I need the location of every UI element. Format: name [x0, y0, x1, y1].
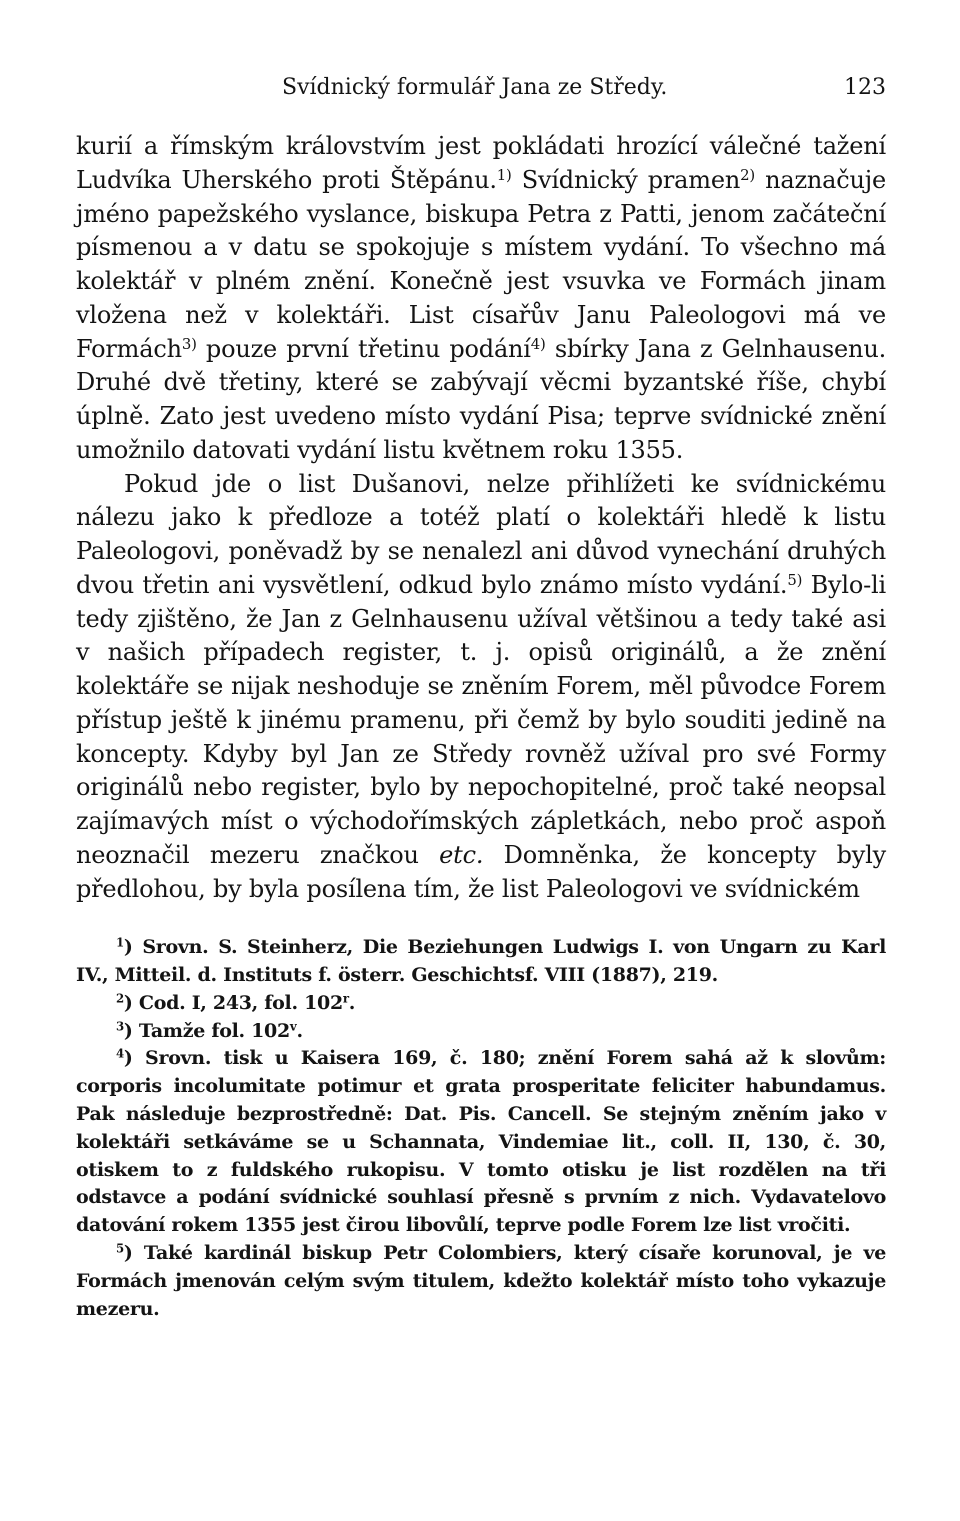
footnote	[76, 1018, 886, 1046]
book-page	[76, 68, 886, 1323]
footnote	[76, 1045, 886, 1240]
footnote	[76, 1240, 886, 1323]
page-number: 123	[844, 75, 886, 100]
paragraph	[76, 468, 886, 907]
footnote-number: 4	[116, 1046, 124, 1061]
text-run: .	[296, 1019, 303, 1042]
text-run: kurií a římským královstvím jest pokládati hrozící válečné tažení Ludvíka Uherského proti Štěpánu.	[76, 132, 886, 194]
text-run: Svídnický pramen	[511, 165, 741, 194]
footnote-number: 5	[116, 1241, 124, 1256]
footnote	[76, 934, 886, 990]
text-run: sbírky Jana z Gelnhausenu. Druhé dvě třetiny, které se zabývají věcmi byzantské říše, chybí úplně. Zato jest uvedeno místo vydání Pisa; teprve svídnické znění umožnilo datovati vydání listu květnem roku 1355.	[76, 334, 886, 464]
footnote-reference: 2)	[740, 165, 755, 184]
text-run: ) Cod. I, 243, fol. 102	[123, 991, 343, 1014]
italic-text: etc.	[439, 840, 484, 869]
running-head	[76, 68, 886, 108]
text-run: ) Tamže fol. 102	[123, 1019, 290, 1042]
footnote-reference: 4)	[530, 334, 546, 353]
text-run: naznačuje jméno papežského vyslance, biskupa Petra z Patti, jenom začáteční písmenou a v datu se spokojuje s místem vydání. To všechno má kolektář v plném znění. Konečně jest vsuvka ve Formách jinam vložena než v kolektáři. List císařův Janu Paleologovi má ve Formách	[76, 165, 886, 363]
paragraph	[76, 130, 886, 468]
footnote-reference: v	[289, 1019, 297, 1034]
text-run: ) Také kardinál biskup Petr Colombiers, který císaře korunoval, je ve Formách jmenován celým svým titulem, kdežto kolektář místo toho vykazuje mezeru.	[76, 1242, 886, 1320]
text-run: Pokud jde o list Dušanovi, nelze přihlížeti ke svídnickému nálezu jako k předloze a totéž platí o kolektáři hledě k listu Paleologovi, poněvadž by se nenalezl ani důvod vynechání druhých dvou třetin ani vysvětlení, odkud bylo známo místo vydání.	[76, 469, 886, 599]
footnote-reference: r	[342, 991, 349, 1006]
footnote-number: 1	[116, 935, 124, 950]
text-run: ) Srovn. S. Steinherz, Die Beziehungen Ludwigs I. von Ungarn zu Karl IV., Mitteil. d. Instituts f. österr. Geschichtsf. VIII (1887), 219.	[76, 936, 886, 987]
footnote-reference: 5)	[787, 570, 803, 589]
main-text	[76, 130, 886, 906]
text-run: Domněnka, že koncepty byly předlohou, by byla posílena tím, že list Paleologovi ve svídnickém	[76, 840, 886, 903]
footnote	[76, 990, 886, 1018]
footnote-number: 2	[116, 991, 124, 1006]
text-run: ) Srovn. tisk u Kaisera 169, č. 180; znění Forem sahá až k slovům: corporis incolumitate potimur et grata prosperitate feliciter habundamus. Pak následuje bezprostředně: Dat. Pis. Cancell. Se stejným zněním jako v kolektáři setkáváme se u Schannata, Vindemiae lit., coll. II, 130, č. 30, otiskem to z fuldského rukopisu. V tomto otisku je list rozdělen na tři odstavce a podání svídnické souhlasí přesně s prvním z nich. Vydavatelovo datování rokem 1355 jest čirou libovůlí, teprve podle Forem lze list vročiti.	[76, 1047, 886, 1237]
footnote-number: 3	[116, 1019, 124, 1034]
footnote-reference: 1)	[496, 165, 512, 184]
text-run: pouze první třetinu podání	[196, 334, 531, 363]
footnotes	[76, 934, 886, 1323]
running-head-title: Svídnický formulář Jana ze Středy.	[282, 75, 668, 100]
text-run: Bylo-li tedy zjištěno, že Jan z Gelnhausenu užíval většinou a tedy také asi v našich případech register, t. j. opisů originálů, a že znění kolektáře se nijak neshoduje se zněním Forem, měl původce Forem přístup ještě k jinému pramenu, při čemž by bylo souditi jedině na koncepty. Kdyby byl Jan ze Středy rovněž užíval pro své Formy originálů nebo register, bylo by nepochopitelné, proč také neopsal zajímavých míst o východořímských zápletkách, nebo proč aspoň neoznačil mezeru značkou	[76, 570, 887, 869]
footnote-reference: 3)	[181, 334, 197, 353]
text-run: .	[348, 991, 356, 1014]
